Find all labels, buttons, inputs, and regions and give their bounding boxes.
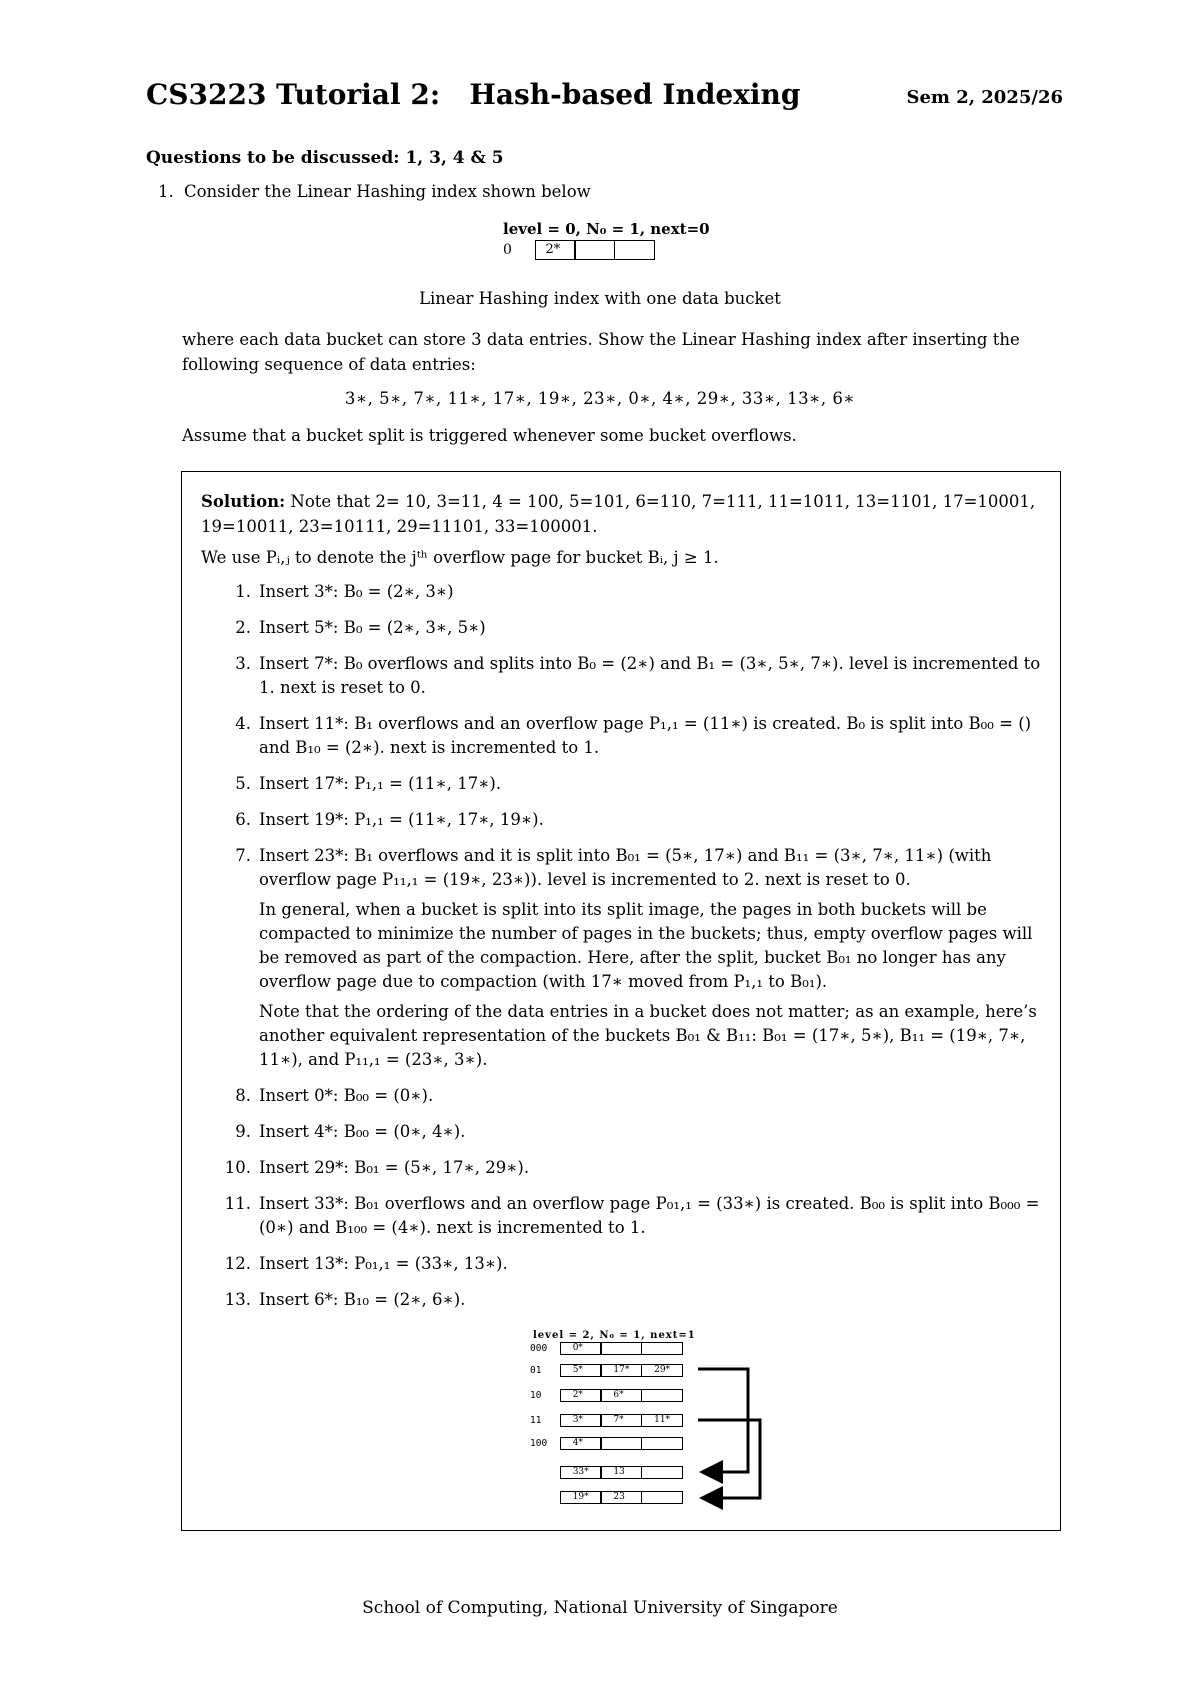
step-paragraph: Insert 17*: P₁,₁ = (11∗, 17∗). bbox=[259, 774, 502, 793]
question-paragraph: where each data bucket can store 3 data entries. Show the Linear Hashing index after inserting the following sequence of data entries: bbox=[182, 330, 1020, 374]
assumption-text: Assume that a bucket split is triggered whenever some bucket overflows. bbox=[182, 426, 797, 445]
step-text bbox=[259, 1288, 1049, 1312]
solution-step bbox=[201, 1156, 1049, 1180]
bucket-cell: 23 bbox=[600, 1491, 642, 1504]
step-number: 7. bbox=[235, 846, 251, 865]
bucket-label: 0 bbox=[503, 242, 512, 258]
solution-step bbox=[201, 772, 1049, 796]
step-paragraph: Insert 3*: B₀ = (2∗, 3∗) bbox=[259, 582, 454, 601]
solution-step bbox=[201, 1192, 1049, 1240]
page-footer: School of Computing, National University of Singapore bbox=[362, 1598, 838, 1618]
bucket-label: 000 bbox=[530, 1343, 548, 1354]
step-number: 8. bbox=[235, 1086, 251, 1105]
solution-step bbox=[201, 1120, 1049, 1144]
step-number: 13. bbox=[224, 1290, 251, 1309]
solution-step bbox=[201, 652, 1049, 700]
solution-step bbox=[201, 616, 1049, 640]
step-text bbox=[259, 772, 1049, 796]
solution-step bbox=[201, 712, 1049, 760]
step-paragraph: In general, when a bucket is split into its split image, the pages in both buckets will be compacted to minimize the number of pages in the buckets; thus, empty overflow pages will be removed as part of the compaction. Here, after the split, bucket B₀₁ no longer has any overflow page due to compaction (with 17∗ moved from P₁,₁ to B₀₁). bbox=[259, 900, 1033, 991]
question-text: Consider the Linear Hashing index shown below bbox=[184, 182, 591, 201]
solution-step bbox=[201, 1084, 1049, 1108]
solution-step bbox=[201, 1288, 1049, 1312]
question-1-prompt bbox=[158, 182, 591, 201]
bucket-cell: 0* bbox=[560, 1342, 602, 1355]
step-paragraph: Insert 33*: B₀₁ overflows and an overflow page P₀₁,₁ = (33∗) is created. B₀₀ is split into B₀₀₀ = (0∗) and B₁₀₀ = (4∗). next is incremented to 1. bbox=[259, 1194, 1040, 1237]
diagram-header: level = 0, N₀ = 1, next=0 bbox=[503, 220, 710, 238]
step-text bbox=[259, 712, 1049, 760]
step-paragraph: Insert 0*: B₀₀ = (0∗). bbox=[259, 1086, 434, 1105]
step-paragraph: Insert 13*: P₀₁,₁ = (33∗, 13∗). bbox=[259, 1254, 508, 1273]
bucket-cell: 13 bbox=[600, 1466, 642, 1479]
solution-notation: We use Pᵢ,ⱼ to denote the jᵗʰ overflow page for bucket Bᵢ, j ≥ 1. bbox=[201, 548, 719, 567]
bucket-cell: 29* bbox=[641, 1364, 683, 1377]
solution-label: Solution: bbox=[201, 492, 286, 511]
step-text bbox=[259, 1192, 1049, 1240]
arrow-11-to-overflow bbox=[698, 1420, 760, 1498]
bucket-cell: 3* bbox=[560, 1414, 602, 1427]
questions-heading: Questions to be discussed: 1, 3, 4 & 5 bbox=[146, 148, 504, 168]
tutorial-title: CS3223 Tutorial 2: Hash-based Indexing bbox=[146, 78, 801, 111]
step-paragraph: Note that the ordering of the data entries in a bucket does not matter; as an example, here’s another equivalent representation of the buckets B₀₁ & B₁₁: B₀₁ = (17∗, 5∗), B₁₁ = (19∗, 7∗, 11∗), and P₁₁,₁ = (23∗, 3∗). bbox=[259, 1002, 1037, 1069]
step-number: 5. bbox=[235, 774, 251, 793]
step-text bbox=[259, 616, 1049, 640]
step-number: 10. bbox=[224, 1158, 251, 1177]
bucket-label: 10 bbox=[530, 1390, 542, 1401]
bucket-cell: 5* bbox=[560, 1364, 602, 1377]
solution-step bbox=[201, 844, 1049, 1072]
step-number: 9. bbox=[235, 1122, 251, 1141]
solution-step bbox=[201, 808, 1049, 832]
step-paragraph: Insert 23*: B₁ overflows and it is split into B₀₁ = (5∗, 17∗) and B₁₁ = (3∗, 7∗, 11∗) (with overflow page P₁₁,₁ = (19∗, 23∗)). level is incremented to 2. next is reset to 0. bbox=[259, 846, 992, 889]
bucket-label: 100 bbox=[530, 1438, 548, 1449]
step-text bbox=[259, 1120, 1049, 1144]
step-paragraph: Insert 6*: B₁₀ = (2∗, 6∗). bbox=[259, 1290, 466, 1309]
step-text bbox=[259, 580, 1049, 604]
bucket-cell: 7* bbox=[600, 1414, 642, 1427]
bucket-cell: 33* bbox=[560, 1466, 602, 1479]
step-paragraph: Insert 4*: B₀₀ = (0∗, 4∗). bbox=[259, 1122, 466, 1141]
diagram-caption: Linear Hashing index with one data bucket bbox=[419, 289, 781, 308]
solution-step bbox=[201, 580, 1049, 604]
step-text bbox=[259, 808, 1049, 832]
step-number: 6. bbox=[235, 810, 251, 829]
question-number: 1. bbox=[158, 182, 174, 201]
semester-label: Sem 2, 2025/26 bbox=[906, 87, 1063, 108]
bucket-cell: 4* bbox=[560, 1437, 602, 1450]
bucket-label: 11 bbox=[530, 1415, 542, 1426]
step-number: 11. bbox=[224, 1194, 251, 1213]
diagram-header: level = 2, N₀ = 1, next=1 bbox=[533, 1330, 696, 1341]
step-number: 3. bbox=[235, 654, 251, 673]
initial-index-diagram bbox=[503, 220, 710, 260]
bucket-cell: 19* bbox=[560, 1491, 602, 1504]
step-text bbox=[259, 1156, 1049, 1180]
step-number: 1. bbox=[235, 582, 251, 601]
bucket-cell: 2* bbox=[560, 1389, 602, 1402]
step-text bbox=[259, 652, 1049, 700]
step-number: 4. bbox=[235, 714, 251, 733]
bucket-row bbox=[503, 240, 710, 260]
step-paragraph: Insert 7*: B₀ overflows and splits into B₀ = (2∗) and B₁ = (3∗, 5∗, 7∗). level is incremented to 1. next is reset to 0. bbox=[259, 654, 1041, 697]
step-number: 2. bbox=[235, 618, 251, 637]
step-paragraph: Insert 5*: B₀ = (2∗, 3∗, 5∗) bbox=[259, 618, 486, 637]
solution-step bbox=[201, 1252, 1049, 1276]
step-paragraph: Insert 19*: P₁,₁ = (11∗, 17∗, 19∗). bbox=[259, 810, 544, 829]
step-number: 12. bbox=[224, 1254, 251, 1273]
bucket-cell: 6* bbox=[600, 1389, 642, 1402]
bucket-cell bbox=[574, 240, 615, 260]
step-text bbox=[259, 1084, 1049, 1108]
step-text bbox=[259, 844, 1049, 1072]
insert-sequence: 3∗, 5∗, 7∗, 11∗, 17∗, 19∗, 23∗, 0∗, 4∗, 29∗, 33∗, 13∗, 6∗ bbox=[344, 389, 856, 408]
bucket-cell: 17* bbox=[600, 1364, 642, 1377]
step-paragraph: Insert 29*: B₀₁ = (5∗, 17∗, 29∗). bbox=[259, 1158, 530, 1177]
step-paragraph: Insert 11*: B₁ overflows and an overflow page P₁,₁ = (11∗) is created. B₀ is split into B₀₀ = () and B₁₀ = (2∗). next is incremented to 1. bbox=[259, 714, 1032, 757]
bucket-label: 01 bbox=[530, 1365, 542, 1376]
solution-steps bbox=[201, 580, 1049, 1324]
bucket-cell bbox=[614, 240, 655, 260]
bucket-cell: 2* bbox=[535, 240, 576, 260]
step-text bbox=[259, 1252, 1049, 1276]
overflow-pointer-arrows bbox=[530, 1330, 760, 1510]
solution-intro bbox=[201, 489, 1049, 576]
bucket-cell: 11* bbox=[641, 1414, 683, 1427]
solution-binary-note: Note that 2= 10, 3=11, 4 = 100, 5=101, 6=110, 7=111, 11=1011, 13=1101, 17=10001, 19=10011, 23=10111, 29=11101, 33=100001. bbox=[201, 492, 1036, 536]
